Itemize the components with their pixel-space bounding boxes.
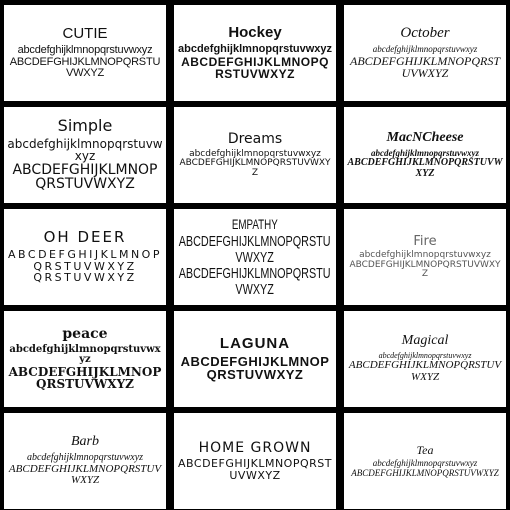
font-uppercase-sample-2: QRSTUVWXYZ [33,271,137,285]
font-uppercase-sample: ABCDEFGHIJKLMNOPQRSTUVWXYZ [179,233,331,267]
font-title: Dreams [227,131,283,147]
font-title: LAGUNA [219,334,291,352]
font-lowercase-sample: abcdefghijklmnopqrstuvwxyz [359,250,491,261]
font-uppercase-sample: ABCDEFGHIJKLMNOPQRSTUVWXYZ [8,462,162,487]
font-card-simple [4,107,166,203]
font-lowercase-sample: abcdefghijklmnopqrstuvwxyz [372,44,478,55]
font-card-oh-deer [4,209,166,305]
font-uppercase-sample: ABCDEFGHIJKLMNOPQRSTUVWXYZ [179,158,331,178]
font-uppercase-sample: ABCDEFGHIJKLMNOPQRSTUVWXYZ [8,364,162,392]
font-card-tea [344,413,506,509]
font-title: MacNCheese [386,129,464,145]
font-uppercase-sample: ABCDEFGHIJKLMNOPQRSTUVWXYZ [9,55,161,80]
font-lowercase-sample: abcdefghijklmnopqrstuvwxyz [9,343,161,366]
font-uppercase-sample: ABCDEFGHIJKLMNOPQRSTUVWXYZ [178,457,332,482]
font-title: OH DEER [43,228,127,247]
font-title: Tea [416,442,434,457]
font-lowercase-sample: abcdefghijklmnopqrstuvwxyz [26,452,144,464]
font-title: Barb [71,434,99,450]
font-card-magical [344,311,506,407]
font-card-barb [4,413,166,509]
font-lowercase-sample: abcdefghijklmnopqrstuvwxyz [372,458,478,469]
font-card-macncheese [344,107,506,203]
font-card-home-grown [174,413,336,509]
font-uppercase-sample: ABCDEFGHIJKLMNOPQRSTUVWXYZ [350,53,500,81]
font-uppercase-sample: ABCDEFGHIJKLMNOPQRSTUVWXYZ [349,259,501,280]
font-title: Simple [57,115,113,135]
font-uppercase-sample: ABCDEFGHIJKLMNOPQRSTUVWXYZ [12,161,158,193]
font-card-hockey [174,5,336,101]
font-card-fire [344,209,506,305]
font-uppercase-sample: ABCDEFGHIJKLMNOPQRSTUVWXYZ [8,248,162,273]
font-uppercase-sample: ABCDEFGHIJKLMNOPQRSTUVWXYZ [181,54,329,82]
font-uppercase-sample-2: ABCDEFGHIJKLMNOPQRSTUVWXYZ [179,264,331,298]
font-lowercase-sample: abcdefghijklmnopqrstuvwxyz [17,44,153,57]
font-lowercase-sample: abcdefghijklmnopqrstuvwxyz [177,43,333,55]
font-title: October [400,25,450,42]
font-title: HOME GROWN [198,439,312,456]
font-title: Hockey [228,24,282,42]
font-card-empathy [174,209,336,305]
font-card-laguna [174,311,336,407]
font-title: CUTIE [62,25,108,43]
font-card-cutie [4,5,166,101]
font-uppercase-sample: ABCDEFGHIJKLMNOPQRSTUVWXYZ [351,467,499,478]
font-lowercase-sample: abcdefghijklmnopqrstuvwxyz [370,147,479,158]
font-uppercase-sample: ABCDEFGHIJKLMNOPQRSTUVWXYZ [348,359,502,384]
font-title: peace [62,326,108,343]
font-card-dreams [174,107,336,203]
font-title: Magical [401,333,449,349]
font-title: EMPATHY [232,215,278,232]
font-uppercase-sample: ABCDEFGHIJKLMNOPQRSTUVWXYZ [180,353,330,383]
font-lowercase-sample: abcdefghijklmnopqrstuvwxyz [189,148,321,159]
font-uppercase-sample: ABCDEFGHIJKLMNOPQRSTUVWXYZ [347,157,503,179]
font-title: Fire [413,233,437,249]
font-lowercase-sample: abcdefghijklmnopqrstuvwxyz [7,136,163,164]
font-card-october [344,5,506,101]
font-lowercase-sample: abcdefghijklmnopqrstuvwxyz [378,351,472,361]
font-card-peace [4,311,166,407]
